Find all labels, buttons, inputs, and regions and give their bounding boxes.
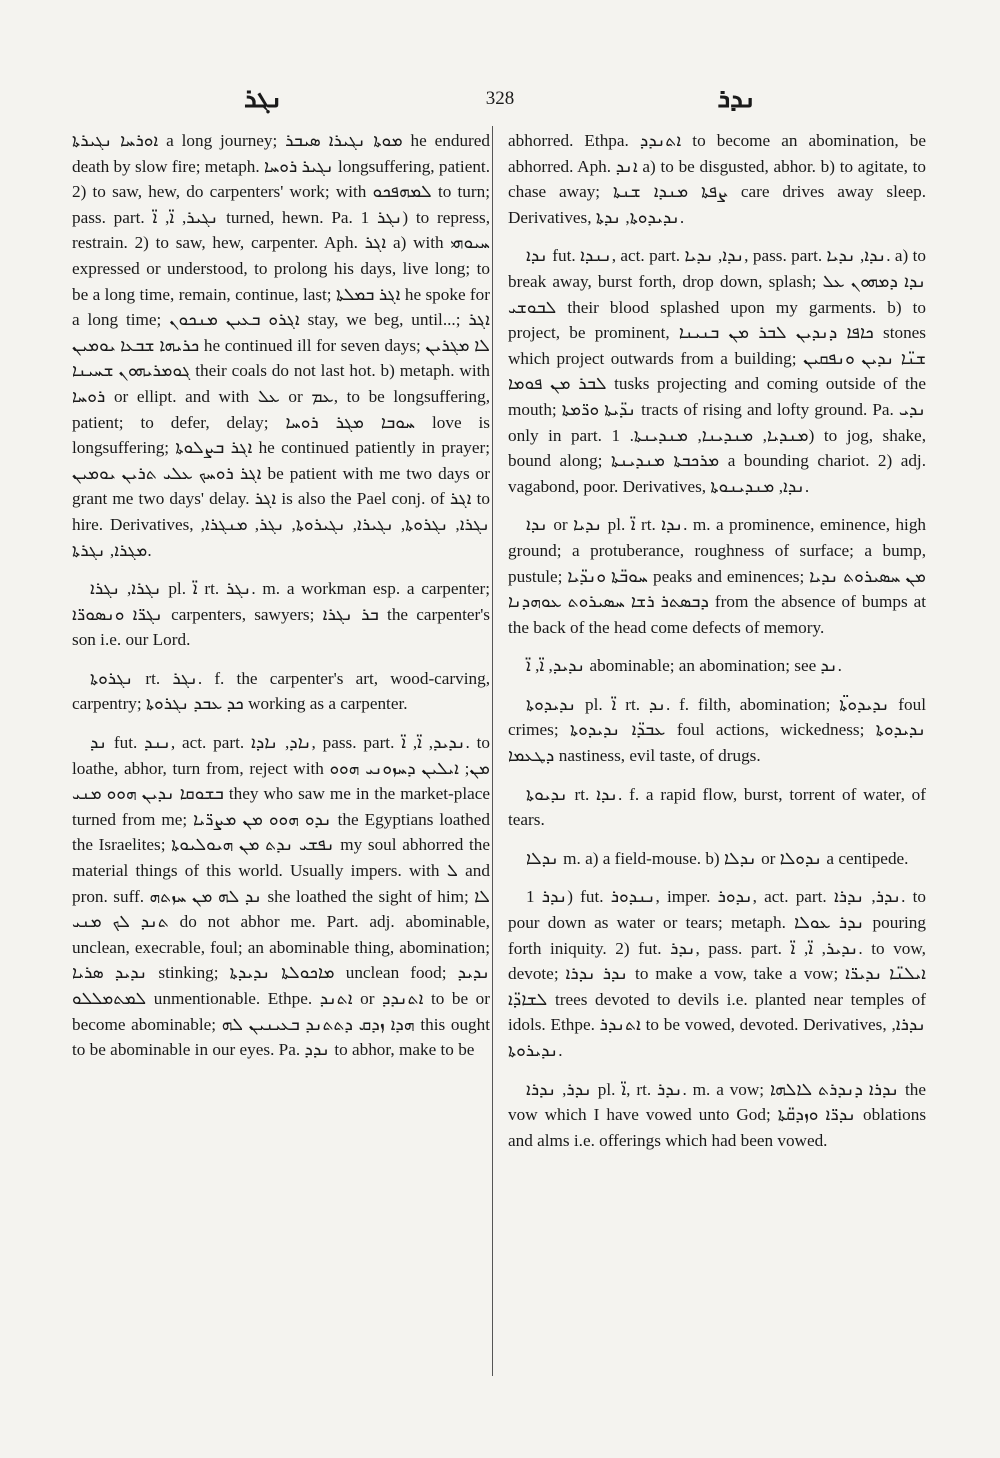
page-number: 328 — [485, 88, 515, 109]
dictionary-entry: ܢܕܐ fut. ܢܢܕܐ, act. part. ܢܕܐ, ܢܕܝܐ, pass. part. ܢܕܐ, ܢܕܝܐ. a) to break away, burst forth, drop down, splash; ܢܕܐ ܕܡܗܘܢ ܥܠ ܠܒܘܫܝ their blood splashed upon my garments. b) to project, be prominent, ܟܐܦܐ ܕܢܕܝܢ ܠܒܪ ܡܢ ܒܢܝܢܐ stones which project outwards from a building; ܫܢ̈ܐ ܢܕܝܢ ܘܢܦܩܝܢ ܠܒܪ ܡܢ ܦܘܡܐ tusks projecting and coming outside of the mouth; ܢܕ̈ܝܬܐ ܘܪ̈ܡܬܐ tracts of rising and lofty ground. Pa. ܢܕܝ only in part. ܡܢܕܝܐ, ܡܢܕܝܢܐ, ܡܢܕܝܢܬܐ. 1) to jog, shake, bound along; ܡܪܟܒܬܐ ܡܢܕܝܢܬܐ a bounding chariot. 2) adj. vagabond, poor. Derivatives, ܢܕܐ, ܡܢܕܝܢܘܬܐ. — [508, 246, 927, 496]
right-column — [508, 128, 926, 1166]
dictionary-entry: ܢܕܐ or ܢܕܝܐ pl. ܐ̈ rt. ܢܕܐ. m. a prominence, eminence, high ground; a protuberance, roughness of surface; a bump, pustule; ܚܘܒ̈ܬܐ ܘܢܕ̈ܝܐ peaks and eminences; ܡܢ ܚܣܝܪܘܬ ܢܕܝܐ ܕܒܣܬܪ ܪܫܐ ܚܣܝܪܘܬ ܥܘܗܕܢܐ from the absence of bumps at the back of the head come defects of memory. — [508, 515, 927, 637]
dictionary-entry: ܢܓܪܐ, ܢܓܪܐ pl. ܐ̈ rt. ܢܓܪ. m. a workman esp. a carpenter; ܢܓܪ̈ܐ ܘܢܣܘܪ̈ܐ carpenters, sawyers; ܒܪ ܢܓܪܐ the carpenter's son i.e. our Lord. — [72, 579, 490, 650]
dictionary-entry: ܢܕܝܘܬܐ rt. ܢܕܐ. f. a rapid flow, burst, torrent of water, of tears. — [508, 784, 927, 830]
dictionary-entry: ܢܕܪ, ܢܕܪܐ pl. ܐ̈, rt. ܢܕܪ. m. a vow; ܢܕܪܐ ܕܢܕܪܬ ܠܐܠܗܐ the vow which I have vowed unto God; ܢܕܪ̈ܐ ܘܙܕܩ̈ܬܐ oblations and alms i.e. offerings which had been vowed. — [508, 1079, 927, 1150]
dictionary-entry: ܢܕܠܐ m. a) a field-mouse. b) ܢܕܠܐ or ܢܕܘܠܐ a centipede. — [526, 848, 909, 868]
dictionary-entry: ܢܕܝܕܘܬܐ pl. ܐ̈ rt. ܢܕ. f. filth, abomination; ܢܕܝܕܘܬ̈ܐ foul crimes; ܥܒܕ̈ܐ ܢܕܝܕܘܬܐ foul actions, wickedness; ܢܕܝܕܘܬܐ ܕܛܥܡܐ nastiness, evil taste, of drugs. — [508, 694, 926, 766]
right-running-headword: ܢܕܪ — [717, 84, 756, 114]
left-column — [72, 128, 490, 1076]
dictionary-entry: ܢܕܝܕ, ܐ̈, ܐ̈ abominable; an abomination; see ܢܕ. — [526, 656, 842, 676]
dictionary-entry: ܢܕ fut. ܢܢܕ, act. part. ܢܐܕ, ܢܐܕܐ, pass. part. ܢܕܝܕ, ܐ̈, ܐ̈. to loathe, abhor, turn from, reject with ܡܢ; ܐܝܠܝܢ ܕܚܙܘܢܝ ܗܘܘ ܒܫܘܩܐ ܢܕܝܢ ܗܘܘ ܡܢܝ they who saw me in the market-place turned from me; ܢܕܘ ܗܘܘ ܡܢ ܡܨܪ̈ܝܐ the Egyptians loathed the Israelites; ܢܦܫܝ ܢܕܬ ܡܢ ܗܝܘܠܝܘܬܐ my soul abhorred the material things of this world. Usually impers. with ܠ and pron. suff. ܢܕ ܠܗ ܡܢ ܚܙܬܗ she loathed the sight of him; ܠܐ ܬܢܕ ܠܟ ܡܢܝ do not abhor me. Part. adj. abominable, unclean, execrable, foul; an abominable thing, abomination; ܢܕܝܕ ܣܪܝܐ stinking; ܡܐܟܘܠܬܐ ܢܕܝܕܬܐ unclean food; ܢܕܝܕ ܠܡܬܡܠܠܘ unmentionable. Ethpe. ܐܬܢܕ or ܐܬܢܕܕ to be or become abominable; ܗܕܐ ܙܕܩ ܕܬܬܢܕ ܒܥܝܢܝܢ ܠܗ this ought to be abominable in our eyes. Pa. ܢܕܕ to abhor, make to be — [72, 733, 491, 1060]
dictionary-entry: ܐܘܪܚܐ ܢܓܝܪܬܐ a long journey; ܡܘܬܐ ܢܓܝܪܐ ܣܝܒܪ he endured death by slow fire; metaph. ܢܓܝܪ ܪܘܚܐ longsuffering, patient. 2) to saw, hew, do carpenters' work; with ܠܡܗܦܟܘ to turn; pass. part. ܢܓܝܪ, ܐ̈, ܐ̈ turned, hewn. Pa. ܢܓܪ 1) to repress, restrain. 2) to saw, hew, carpenter. Aph. ܐܓܪ a) with ܚܝܘܗܝ expressed or understood, to prolong his days, live long; to be a long time, remain, continue, last; ܐܓܪ ܒܡܠܬܐ he spoke for a long time; ܐܓܪܘ ܒܥܝܢ ܡܢܟܘܢ stay, we beg, until...; ܐܓܪ ܟܪܝܗܐ ܫܒܥܐ ܝܘܡܝܢ he continued ill for seven days; ܠܐ ܡܓܪܝܢ ܓܘܡܪܝܗܘܢ ܫܚܝܢܐ their coals do not last hot. b) metaph. with ܪܘܚܐ or ellipt. and with ܥܠ or ܥܡ, to be longsuffering, patient; to defer, delay; ܚܘܒܐ ܡܓܪ ܪܘܚܐ love is longsuffering; ܐܓܪ ܒܨܠܘܬܐ he continued patiently in prayer; ܐܓܪ ܪܘܚܟ ܥܠܝ ܬܪܝܢ ܝܘܡܝܢ be patient with me two days or grant me two days' delay. ܐܓܪ is also the Pael conj. of ܐܓܪ to hire. Derivatives, ܢܓܪܐ, ܢܓܪܘܬܐ, ܢܓܝܪܐ, ܢܓܝܪܘܬܐ, ܢܓܪ, ܡܢܓܪܐ, ܡܓܪܐ, ܢܓܪܬܐ. — [72, 131, 491, 560]
page-header — [70, 84, 930, 120]
dictionary-entry: ܢܓܪܘܬܐ rt. ܢܓܪ. f. the carpenter's art, wood-carving, carpentry; ܟܕ ܥܒܕ ܢܓܪܘܬܐ working as a carpenter. — [72, 668, 491, 714]
left-running-headword: ܢܓܪ — [244, 84, 283, 114]
column-divider — [492, 126, 493, 1376]
dictionary-entry: abhorred. Ethpa. ܐܬܢܕܕ to become an abomination, be abhorred. Aph. ܐܢܕ a) to be disgusted, abhor. b) to agitate, to chase away; ܨܦܬܐ ܡܢܕܐ ܫܢܬܐ care drives away sleep. Derivatives, ܢܕܝܕܘܬܐ, ܢܕܬܐ. — [508, 131, 927, 227]
dictionary-entry: ܢܕܪ 1) fut. ܢܢܕܘܪ, imper. ܢܕܘܪ, act. part. ܢܕܪ, ܢܕܪܐ. to pour down as water or tears; metaph. ܢܕܪ ܥܘܠܐ pouring forth iniquity. 2) fut. ܢܕܪ, pass. part. ܢܕܝܪ, ܐ̈, ܐ̈. to vow, devote; ܢܕܪ ܢܕܪܐ to make a vow, take a vow; ܐܝܠܢ̈ܐ ܢܕܝܪ̈ܐ ܠܫܐܕ̈ܐ trees devoted to devils i.e. planted near temples of idols. Ethpe. ܐܬܢܕܪ to be vowed, devoted. Derivatives, ܢܕܪܐ, ܢܕܝܪܘܬܐ. — [508, 887, 926, 1060]
